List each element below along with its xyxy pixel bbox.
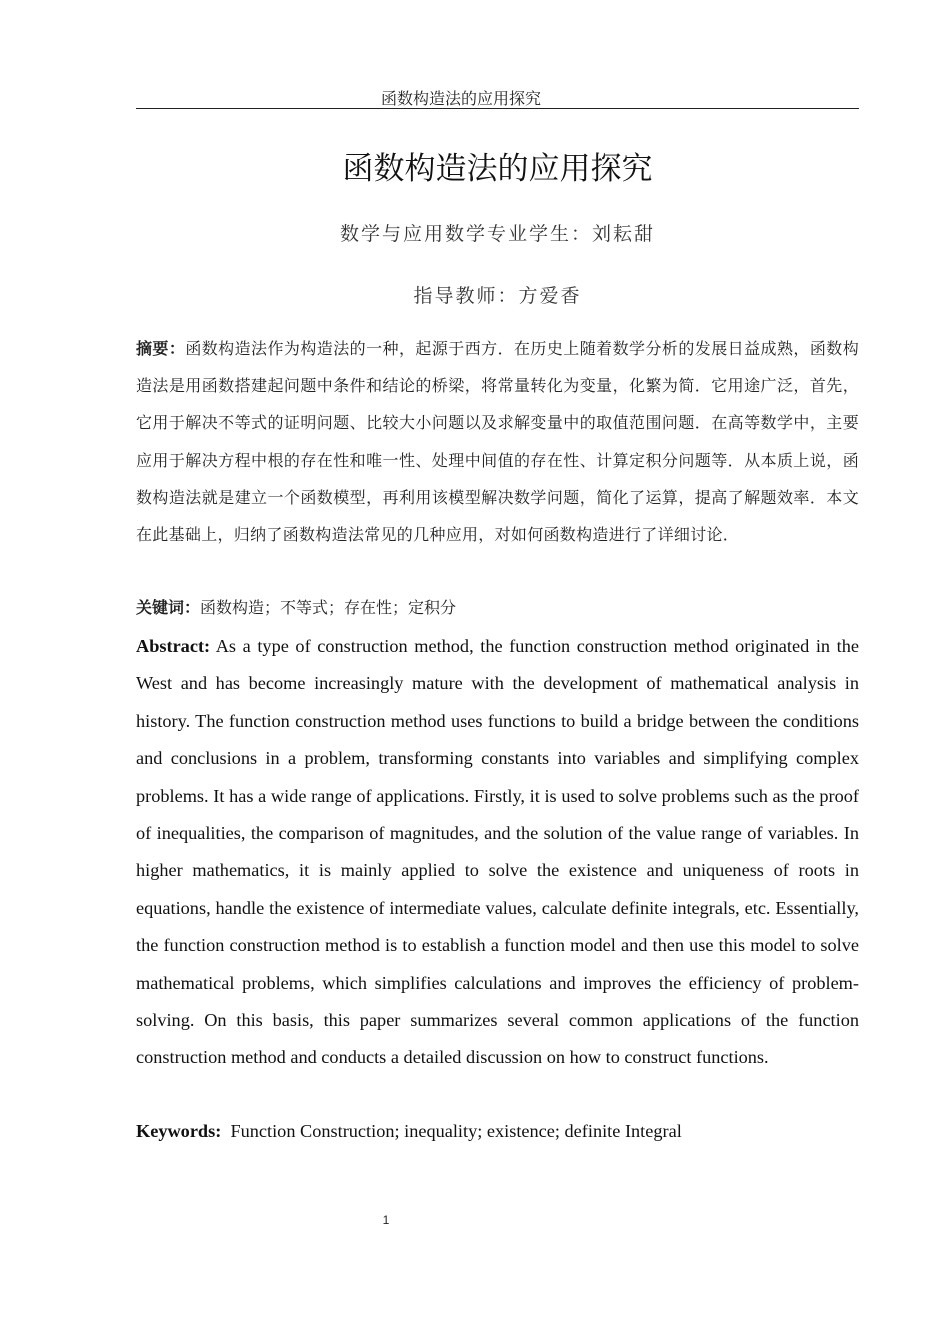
keywords-en-label: Keywords: [136,1121,222,1141]
abstract-en-label: Abstract: [136,636,211,656]
advisor-line: 指导教师：方爱香 [413,285,582,307]
keywords-cn [136,595,859,621]
abstract-cn-text: 函数构造法作为构造法的一种，起源于西方．在历史上随着数学分析的发展日益成熟，函数构造法是用函数搭建起问题中条件和结论的桥梁，将常量转化为变量，化繁为简．它用途广泛，首先，它用于解决不等式的证明问题、比较大小问题以及求解变量中的取值范围问题．在高等数学中，主要应用于解决方程中根的存在性和唯一性、处理中间值的存在性、计算定积分问题等．从本质上说，函数构造法就是建立一个函数模型，再利用该模型解决数学问题，简化了运算，提高了解题效率．本文在此基础上，归纳了函数构造法常见的几种应用，对如何函数构造进行了详细讨论． [136,339,859,545]
abstract-en [136,628,859,1077]
keywords-en-text: Function Construction; inequality; existence; definite Integral [230,1121,682,1141]
keywords-en [136,1117,859,1145]
keywords-cn-label: 关键词： [136,598,201,617]
abstract-cn-label: 摘要： [136,339,186,358]
page-number: 1 [382,1213,390,1227]
paper-title: 函数构造法的应用探究 [342,151,653,187]
header-rule [136,108,859,109]
author-line: 数学与应用数学专业学生：刘耘甜 [339,223,655,245]
abstract-cn [136,330,859,553]
running-header: 函数构造法的应用探究 [380,89,541,108]
keywords-cn-text: 函数构造；不等式；存在性；定积分 [200,598,457,617]
abstract-en-text: As a type of construction method, the function construction method originated in the West and has become increasingly mature with the development of mathematical analysis in history. The function construction method uses functions to build a bridge between the conditions and conclusions in a problem, transforming constants into variables and simplifying complex problems. It has a wide range of applications. Firstly, it is used to solve problems such as the proof of inequalities, the comparison of magnitudes, and the solution of the value range of variables. In higher mathematics, it is mainly applied to solve the existence and uniqueness of roots in equations, handle the existence of intermediate values, calculate definite integrals, etc. Essentially, the function construction method is to establish a function model and then use this model to solve mathematical problems, which simplifies calculations and improves the efficiency of problem-solving. On this basis, this paper summarizes several common applications of the function construction method and conducts a detailed discussion on how to construct functions. [136,636,859,1068]
